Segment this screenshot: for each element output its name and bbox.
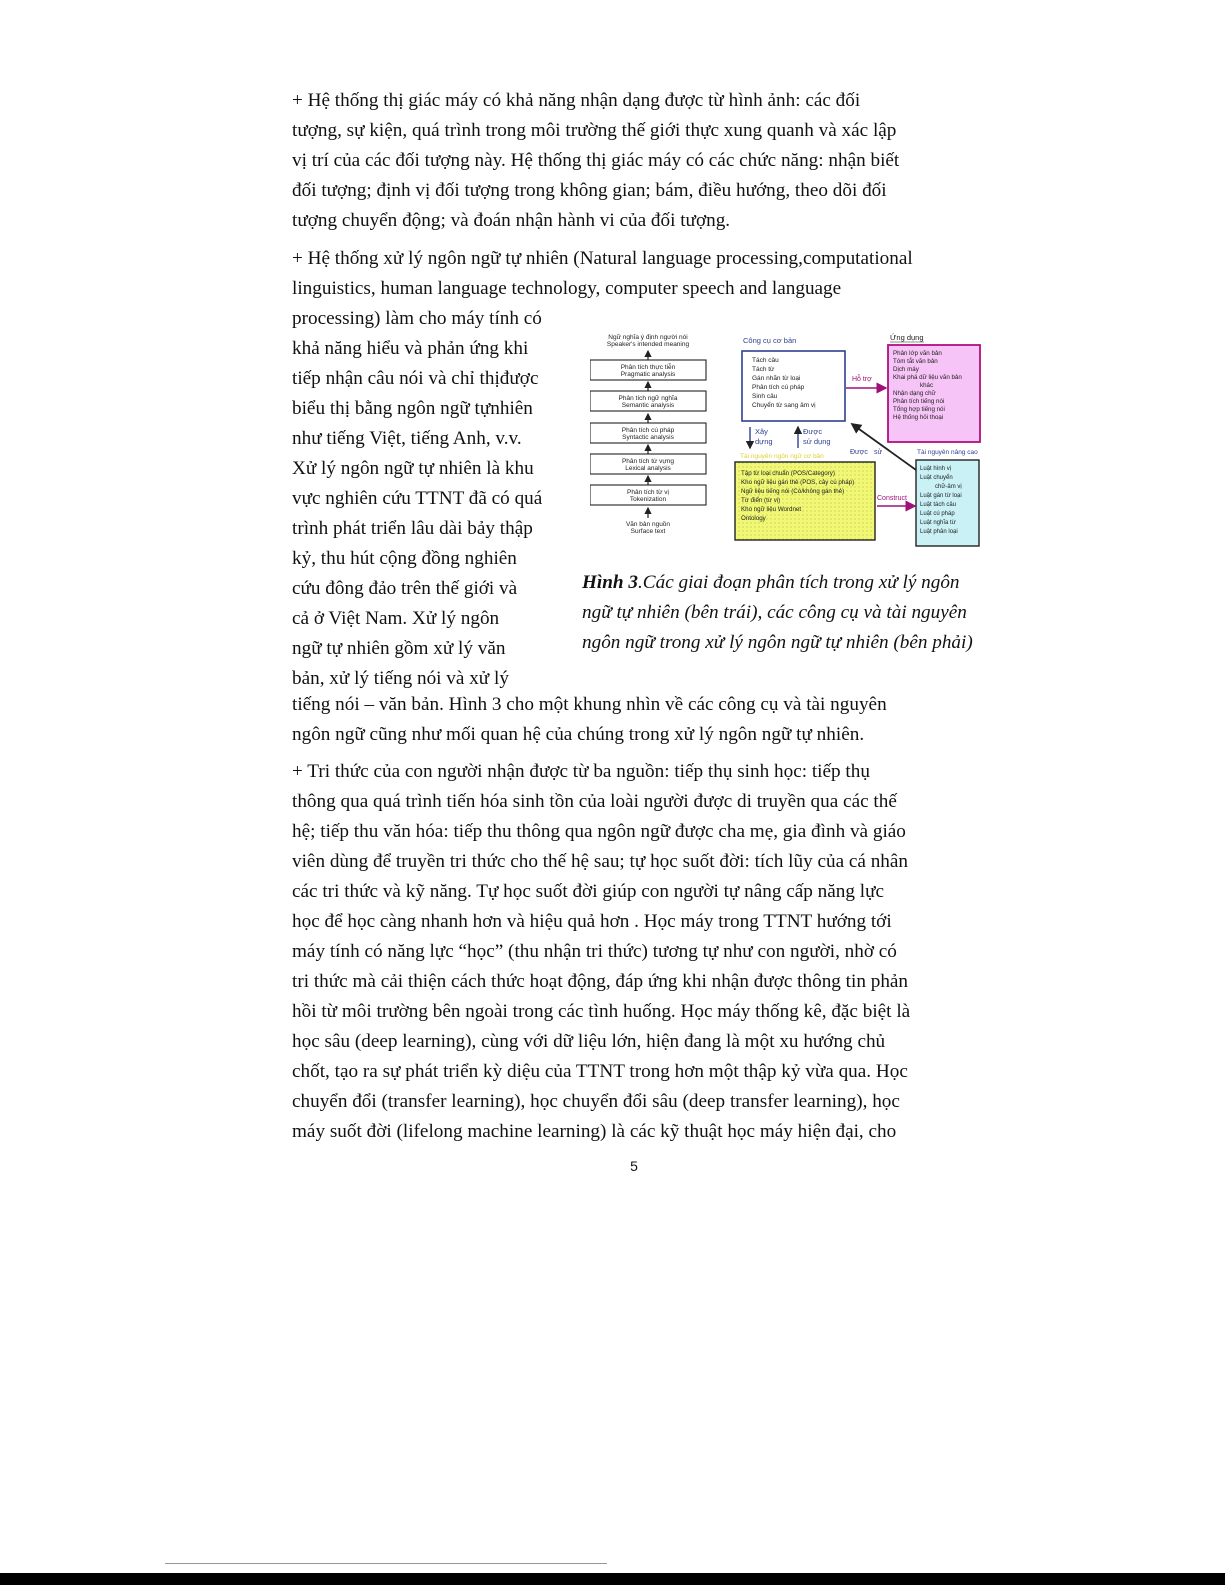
tool-item: Sinh câu — [752, 393, 778, 400]
advanced-resource-item: Luật cú pháp — [920, 511, 955, 517]
text-line: tượng chuyển động; và đoán nhận hành vi của đối tượng. — [292, 210, 731, 231]
analysis-stages-column — [590, 334, 706, 535]
text-line: ngữ tự nhiên gồm xử lý văn — [292, 638, 506, 659]
text-line: tri thức mà cải thiện cách thức hoạt động, đáp ứng khi nhận được thông tin phản — [292, 971, 909, 992]
text-line: ngôn ngữ cũng như mối quan hệ của chúng trong xử lý ngôn ngữ tự nhiên. — [292, 724, 865, 745]
used2-label: sử — [874, 449, 883, 456]
paragraph-nlp-intro — [292, 244, 982, 304]
used2-label: Được — [850, 449, 868, 456]
application-item: Tóm tắt văn bản — [893, 358, 938, 365]
text-line: + Hệ thống thị giác máy có khả năng nhận dạng được từ hình ảnh: các đối — [292, 90, 861, 111]
support-label: Hỗ trợ — [852, 376, 872, 383]
advanced-resource-item: Luật nghĩa từ — [920, 520, 956, 526]
tool-item: Phân tích cú pháp — [752, 384, 805, 391]
text-line: học để học càng nhanh hơn và hiệu quả hơn . Học máy trong TTNT hướng tới — [292, 911, 892, 932]
advanced-resources-title: Tài nguyên nâng cao — [917, 449, 978, 456]
figure-caption — [582, 568, 1022, 658]
caption-text: .Các giai đoạn phân tích trong xử lý ngôn — [638, 572, 960, 593]
caption-line: ngữ tự nhiên (bên trái), các công cụ và tài nguyên — [582, 602, 967, 623]
text-line: vực nghiên cứu TTNT đã có quá — [292, 488, 543, 509]
text-line: các tri thức và kỹ năng. Tự học suốt đời giúp con người tự nâng cấp năng lực — [292, 881, 884, 902]
text-line: linguistics, human language technology, computer speech and language — [292, 278, 842, 299]
text-line: tiếng nói – văn bản. Hình 3 cho một khung nhìn về các công cụ và tài nguyên — [292, 694, 887, 715]
stage-top-label-vi: Ngữ nghĩa ý định người nói — [608, 334, 688, 341]
basic-resources-title: Tài nguyên ngôn ngữ cơ bản — [740, 453, 824, 460]
advanced-resources-group — [916, 449, 979, 546]
bottom-edge-band — [0, 1573, 1225, 1585]
application-item: Khai phá dữ liệu văn bản — [893, 374, 962, 381]
text-line: máy suốt đời (lifelong machine learning) là các kỹ thuật học máy hiện đại, cho — [292, 1121, 897, 1142]
tool-item: Tách từ — [752, 366, 775, 373]
application-item: khác — [920, 382, 934, 389]
application-item: Tổng hợp tiếng nói — [893, 406, 945, 413]
text-line: biểu thị bằng ngôn ngữ tựnhiên — [292, 398, 533, 419]
text-line: + Tri thức của con người nhận được từ ba nguồn: tiếp thụ sinh học: tiếp thụ — [292, 761, 870, 782]
resource-item: Tập từ loại chuẩn (POS/Category) — [741, 470, 835, 477]
text-line: trình phát triển lâu dài bảy thập — [292, 518, 533, 539]
footnote-separator — [165, 1563, 607, 1564]
advanced-resource-item: Luật gán từ loại — [920, 493, 962, 499]
text-line: đối tượng; định vị đối tượng trong không gian; bám, điều hướng, theo dõi đối — [292, 180, 887, 201]
text-line: tiếp nhận câu nói và chỉ thịđược — [292, 368, 539, 389]
advanced-resource-item: Luật phân loại — [920, 529, 958, 535]
stage-label-vi: Phân tích cú pháp — [621, 427, 675, 434]
application-item: Hệ thống hỏi thoại — [893, 414, 944, 421]
tool-item: Chuyển từ sang âm vị — [752, 402, 816, 409]
basic-tools-title: Công cụ cơ bản — [743, 336, 797, 345]
used-label: sử dụng — [803, 437, 831, 446]
text-line: + Hệ thống xử lý ngôn ngữ tự nhiên (Natural language processing,computational — [292, 248, 913, 269]
text-line: hồi từ môi trường bên ngoài trong các tình huống. Học máy thống kê, đặc biệt là — [292, 1001, 911, 1022]
paragraph-computer-vision — [292, 86, 982, 236]
applications-title: Ứng dụng — [890, 333, 924, 342]
text-line: máy tính có năng lực “học” (thu nhận tri thức) tương tự như con người, nhờ có — [292, 941, 897, 962]
page-number: 5 — [630, 1158, 638, 1174]
text-line: hệ; tiếp thu văn hóa: tiếp thu thông qua ngôn ngữ được cha mẹ, gia đình và giáo — [292, 821, 906, 842]
text-line: tượng, sự kiện, quá trình trong môi trường thế giới thực xung quanh và xác lập — [292, 120, 897, 141]
application-item: Phân lớp văn bản — [893, 350, 942, 357]
stage-label-en: Tokenization — [629, 496, 667, 503]
text-line: processing) làm cho máy tính có — [292, 308, 542, 329]
caption-line — [582, 568, 1022, 598]
build-label: Xây — [755, 427, 768, 436]
basic-tools-group — [742, 336, 845, 421]
stage-label-vi: Phân tích từ vựng — [621, 458, 675, 465]
text-line: chuyển đổi (transfer learning), học chuyển đổi sâu (deep transfer learning), học — [292, 1091, 900, 1112]
used-label: Được — [803, 427, 823, 436]
text-line: kỷ, thu hút cộng đồng nghiên — [292, 548, 517, 569]
basic-resources-group — [735, 453, 875, 540]
text-line: cứu đông đảo trên thế giới và — [292, 578, 518, 599]
paragraph-nlp-tail — [292, 690, 887, 750]
paragraph-nlp-wrapped-column — [292, 304, 542, 694]
text-line: khả năng hiểu và phản ứng khi — [292, 338, 529, 359]
text-line: như tiếng Việt, tiếng Anh, v.v. — [292, 428, 522, 449]
stage-label-en: Semantic analysis — [621, 402, 675, 409]
stage-label-en: Pragmatic analysis — [620, 371, 676, 378]
advanced-resource-item: Luật hình vị — [920, 466, 952, 472]
application-item: Phân tích tiếng nói — [893, 398, 945, 405]
stage-top-label-en: Speaker's intended meaning — [606, 341, 690, 348]
advanced-resource-item: chữ-âm vị — [935, 484, 962, 490]
text-line: thông qua quá trình tiến hóa sinh tồn của loài người được di truyền qua các thế — [292, 791, 897, 812]
resource-item: Ontology — [741, 515, 766, 522]
text-line: vị trí của các đối tượng này. Hệ thống thị giác máy có các chức năng: nhận biết — [292, 150, 900, 171]
resource-item: Kho ngữ liệu Wordnet — [741, 506, 802, 513]
caption-line: ngôn ngữ trong xử lý ngôn ngữ tự nhiên (bên phải) — [582, 632, 973, 653]
tool-item: Gán nhãn từ loại — [752, 375, 801, 382]
application-item: Nhận dạng chữ — [893, 390, 936, 397]
stage-label-vi: Phân tích thực tiễn — [620, 364, 676, 371]
nlp-diagram-figure — [590, 330, 1000, 552]
text-line: bản, xử lý tiếng nói và xử lý — [292, 668, 509, 689]
text-line: Xử lý ngôn ngữ tự nhiên là khu — [292, 458, 534, 479]
stage-label-vi: Phân tích từ vị — [627, 489, 669, 496]
application-item: Dịch máy — [893, 366, 919, 373]
construct-label: Construct — [877, 495, 907, 502]
build-label: dựng — [755, 437, 773, 446]
stage-bottom-label-vi: Văn bản nguồn — [625, 521, 671, 528]
stage-label-en: Syntactic analysis — [622, 434, 674, 441]
text-line: viên dùng để truyền tri thức cho thế hệ sau; tự học suốt đời: tích lũy của cá nhân — [292, 851, 909, 872]
text-line: học sâu (deep learning), cùng với dữ liệu lớn, hiện đang là một xu hướng chủ — [292, 1031, 886, 1052]
stage-bottom-label-en: Surface text — [630, 528, 666, 535]
stage-label-en: Lexical analysis — [625, 465, 671, 472]
resource-item: Kho ngữ liệu gán thẻ (POS, cây cú pháp) — [741, 479, 855, 486]
resource-item: Từ điển (từ vị) — [741, 497, 781, 504]
tool-item: Tách câu — [752, 357, 779, 364]
advanced-resource-item: Luật chuyển — [920, 475, 953, 481]
stage-label-vi: Phân tích ngữ nghĩa — [618, 395, 678, 402]
text-line: cả ở Việt Nam. Xử lý ngôn — [292, 608, 500, 629]
caption-label: Hình 3 — [582, 572, 638, 593]
advanced-resource-item: Luật tách câu — [920, 502, 957, 508]
text-line: chốt, tạo ra sự phát triển kỳ diệu của TTNT trong hơn một thập kỷ vừa qua. Học — [292, 1061, 908, 1082]
resource-item: Ngữ liệu tiếng nói (Có/không gán thẻ) — [741, 488, 845, 495]
paragraph-machine-learning — [292, 757, 982, 1147]
applications-group — [888, 333, 980, 442]
